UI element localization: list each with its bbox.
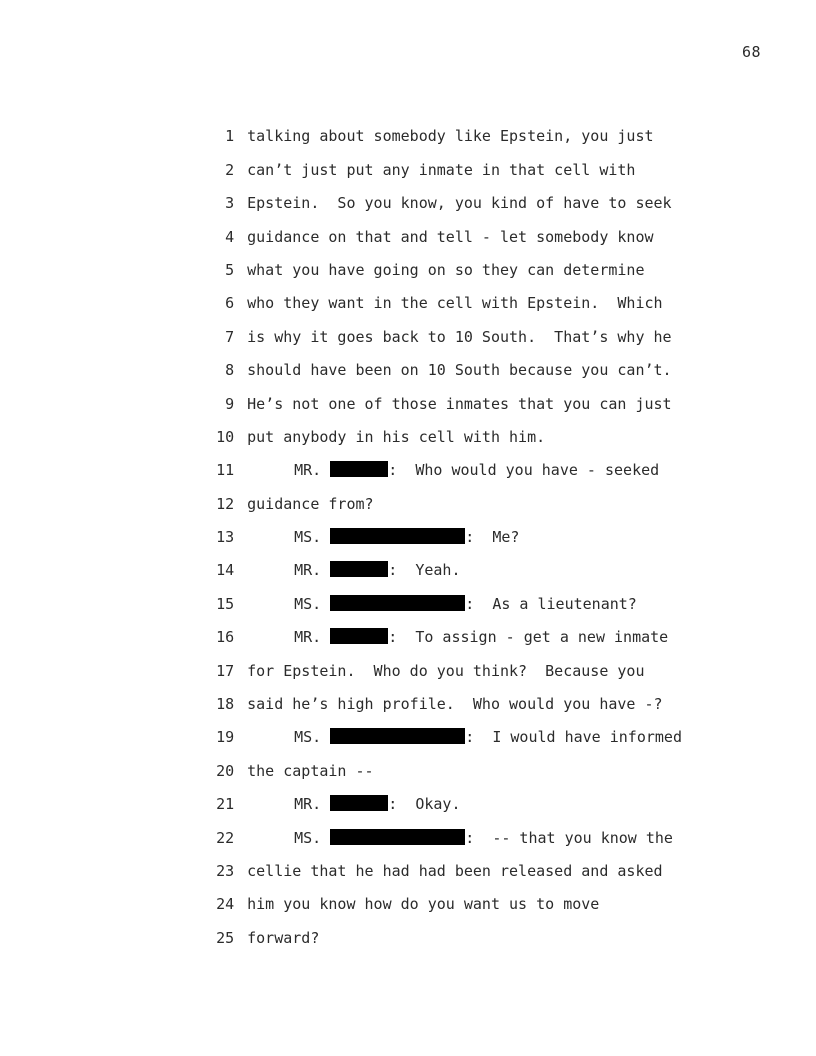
transcript-line [172, 421, 772, 480]
line-text: : I would have informed [465, 728, 682, 747]
line-number: 8 [225, 361, 235, 380]
line-text: : Yeah. [388, 561, 461, 580]
line-text: the captain -- [247, 761, 374, 780]
transcript-line [172, 221, 772, 279]
line-text: : Me? [465, 528, 520, 547]
speaker-label: MS. [294, 828, 322, 847]
line-number: 4 [225, 227, 235, 246]
line-number: 19 [216, 728, 235, 747]
line-number: 21 [216, 795, 235, 814]
transcript-body [172, 87, 772, 947]
line-text: guidance from? [247, 494, 374, 513]
line-text: guidance on that and tell - let somebody know [247, 227, 654, 246]
speaker-label: MS. [294, 728, 322, 747]
line-number: 17 [216, 661, 235, 680]
transcript-line [172, 855, 772, 914]
line-number: 10 [216, 427, 235, 446]
line-text: can’t just put any inmate in that cell with [247, 160, 636, 179]
line-number: 9 [225, 394, 235, 413]
transcript-line [172, 488, 772, 547]
transcript-line [172, 721, 772, 780]
transcript-line [172, 554, 772, 613]
line-number: 18 [216, 695, 235, 714]
line-number: 7 [225, 327, 235, 346]
speaker-label: MR. [294, 561, 322, 580]
line-number: 6 [225, 294, 235, 313]
transcript-line [172, 788, 772, 847]
line-number: 22 [216, 828, 235, 847]
transcript-line [172, 688, 772, 747]
speaker-label: MS. [294, 594, 322, 613]
line-text: : -- that you know the [465, 828, 673, 847]
line-number: 23 [216, 862, 235, 880]
page-number: 68 [742, 43, 762, 61]
transcript-line [172, 755, 772, 814]
line-text: : To assign - get a new inmate [388, 628, 669, 647]
transcript-line [172, 154, 772, 213]
line-number: 14 [216, 561, 235, 580]
line-text: : Okay. [388, 795, 461, 814]
speaker-label: MR. [294, 795, 322, 814]
transcript-line [172, 321, 772, 380]
transcript-line [172, 888, 772, 947]
transcript-line [172, 521, 772, 580]
line-text: : As a lieutenant? [465, 594, 637, 613]
transcript-line [172, 588, 772, 647]
line-number: 15 [216, 594, 235, 613]
transcript-line [172, 87, 772, 146]
line-text: said he’s high profile. Who would you have -? [247, 695, 663, 714]
line-number: 3 [225, 194, 235, 213]
line-number: 13 [216, 528, 235, 547]
transcript-line [172, 388, 772, 446]
line-text: He’s not one of those inmates that you can just [247, 394, 672, 413]
transcript-line [172, 621, 772, 680]
line-number: 20 [216, 761, 235, 780]
line-text: : Who would you have - seeked [388, 461, 660, 480]
transcript-line [172, 354, 772, 413]
transcript-line [172, 120, 772, 179]
line-number: 24 [216, 895, 235, 914]
speaker-label: MS. [294, 528, 322, 547]
transcript-line [172, 655, 772, 714]
speaker-label: MR. [294, 628, 322, 647]
line-number: 11 [216, 461, 235, 480]
line-text: who they want in the cell with Epstein. Which [247, 294, 663, 313]
line-number: 25 [216, 928, 235, 947]
line-number: 1 [225, 127, 235, 146]
line-text: forward? [247, 928, 320, 947]
transcript-line [172, 822, 772, 880]
line-text: is why it goes back to 10 South. That’s why he [247, 327, 672, 346]
line-text: for Epstein. Who do you think? Because you [247, 661, 645, 680]
line-number: 16 [216, 628, 235, 647]
line-text: cellie that he had had been released and asked [247, 862, 663, 880]
line-text: put anybody in his cell with him. [247, 427, 546, 446]
line-number: 12 [216, 494, 235, 513]
speaker-label: MR. [294, 461, 322, 480]
line-text: what you have going on so they can determine [247, 260, 645, 279]
transcript-line [172, 254, 772, 313]
line-text: Epstein. So you know, you kind of have to seek [247, 194, 672, 213]
line-number: 2 [225, 160, 235, 179]
line-text: should have been on 10 South because you can’t. [247, 361, 672, 380]
transcript-line [172, 187, 772, 246]
line-text: talking about somebody like Epstein, you just [247, 127, 654, 146]
line-number: 5 [225, 260, 235, 279]
transcript-line [172, 454, 772, 513]
transcript-line [172, 287, 772, 346]
line-text: him you know how do you want us to move [247, 895, 600, 914]
